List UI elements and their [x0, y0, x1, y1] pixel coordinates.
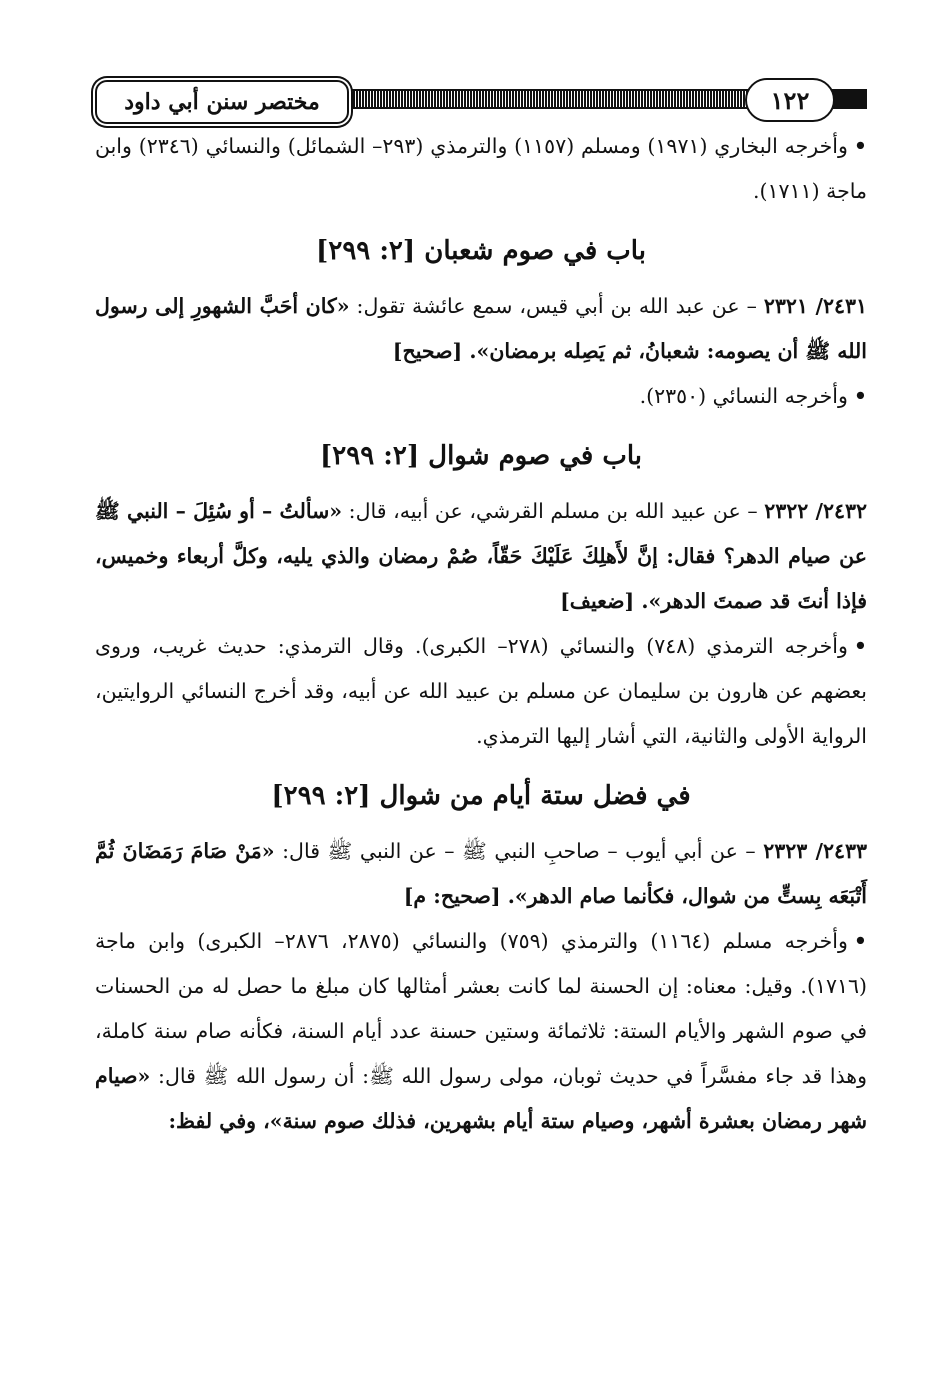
- note-paragraph: [95, 124, 867, 214]
- note-paragraph: [95, 919, 867, 1144]
- bullet: •: [853, 134, 867, 158]
- note-text: وأخرجه مسلم (١١٦٤) والترمذي (٧٥٩) والنسائي (٢٨٧٥، ٢٨٧٦– الكبرى) وابن ماجة (١٧١٦). وقيل: معناه: إن الحسنة لما كانت بعشر أمثالها كان مبلغ ما حصل له من الحسنات في صوم الشهر والأيام الستة: ثلاثمائة وستين حسنة عدد أيام السنة، فكأنه صام سنة كاملة، وهذا قد جاء مفسَّراً في حديث ثوبان، مولى رسول الله ﷺ: أن رسول الله ﷺ قال:: [95, 929, 867, 1088]
- chapter-heading: باب في صوم شوال [٢: ٢٩٩]: [319, 441, 643, 471]
- running-header: [95, 76, 867, 128]
- chapter-heading: في فضل ستة أيام من شوال [٢: ٢٩٩]: [271, 781, 691, 811]
- hadith-text: «سألتُ – أو سُئِلَ – النبي ﷺ عن صيام الدهر؟ فقال: إنَّ لأَهلِكَ عَلَيْكَ حَقّاً، صُمْ رمضان والذي يليه، وكلَّ أربعاء وخميس، فإذا أنتَ قد صمتَ الدهر». [ضعيف]: [95, 499, 867, 613]
- bullet: •: [853, 634, 868, 658]
- hadith-intro: – عن أبي أيوب – صاحبِ النبي ﷺ – عن النبي ﷺ قال:: [274, 839, 764, 863]
- header-ornament-bar: [335, 89, 767, 109]
- chapter-heading: باب في صوم شعبان [٢: ٢٩٩]: [316, 236, 646, 266]
- hadith-paragraph: [95, 489, 867, 624]
- book-title-box: [95, 80, 349, 124]
- page-number: ١٢٢: [770, 85, 810, 115]
- book-title: مختصر سنن أبي داود: [124, 89, 320, 115]
- hadith-number: ٢٤٣٢/ ٢٣٢٢: [764, 499, 867, 523]
- note-text: وأخرجه النسائي (٢٣٥٠).: [639, 384, 848, 408]
- hadith-text: «كان أحَبَّ الشهورِ إلى رسول الله ﷺ أن يصومه: شعبانُ، ثم يَصِله برمضان». [صحيح]: [95, 294, 867, 363]
- page-number-box: [745, 78, 835, 122]
- hadith-number: ٢٤٣٣/ ٢٣٢٣: [763, 839, 868, 863]
- hadith-paragraph: [95, 829, 867, 919]
- hadith-paragraph: [95, 284, 867, 374]
- note-text: وأخرجه البخاري (١٩٧١) ومسلم (١١٥٧) والترمذي (٢٩٣– الشمائل) والنسائي (٢٣٤٦) وابن ماجة (١٧١١).: [95, 134, 867, 203]
- note-paragraph: [95, 374, 867, 419]
- hadith-intro: – عن عبد الله بن أبي قيس، سمع عائشة تقول:: [349, 294, 764, 318]
- hadith-number: ٢٤٣١/ ٢٣٢١: [763, 294, 868, 318]
- bullet: •: [853, 384, 867, 408]
- page-content: [95, 124, 867, 1144]
- bullet: •: [853, 929, 867, 953]
- note-paragraph: [95, 624, 867, 759]
- hadith-intro: – عن عبيد الله بن مسلم القرشي، عن أبيه، قال:: [342, 499, 765, 523]
- hadith-text: «مَنْ صَامَ رَمَضَانَ ثُمَّ أَتْبَعَه بِستٍّ من شوال، فكأنما صام الدهر». [صحيح: م]: [95, 839, 867, 908]
- quoted-hadith: «صيام شهر رمضان بعشرة أشهر، وصيام ستة أيام بشهرين، فذلك صوم سنة»، وفي لفظ:: [95, 1064, 867, 1133]
- note-text: وأخرجه الترمذي (٧٤٨) والنسائي (٢٧٨– الكبرى). وقال الترمذي: حديث غريب، وروى بعضهم عن هارون بن سليمان عن مسلم بن عبيد الله عن أبيه، وقد أخرج النسائي الروايتين، الرواية الأولى والثانية، التي أشار إليها الترمذي.: [95, 634, 867, 748]
